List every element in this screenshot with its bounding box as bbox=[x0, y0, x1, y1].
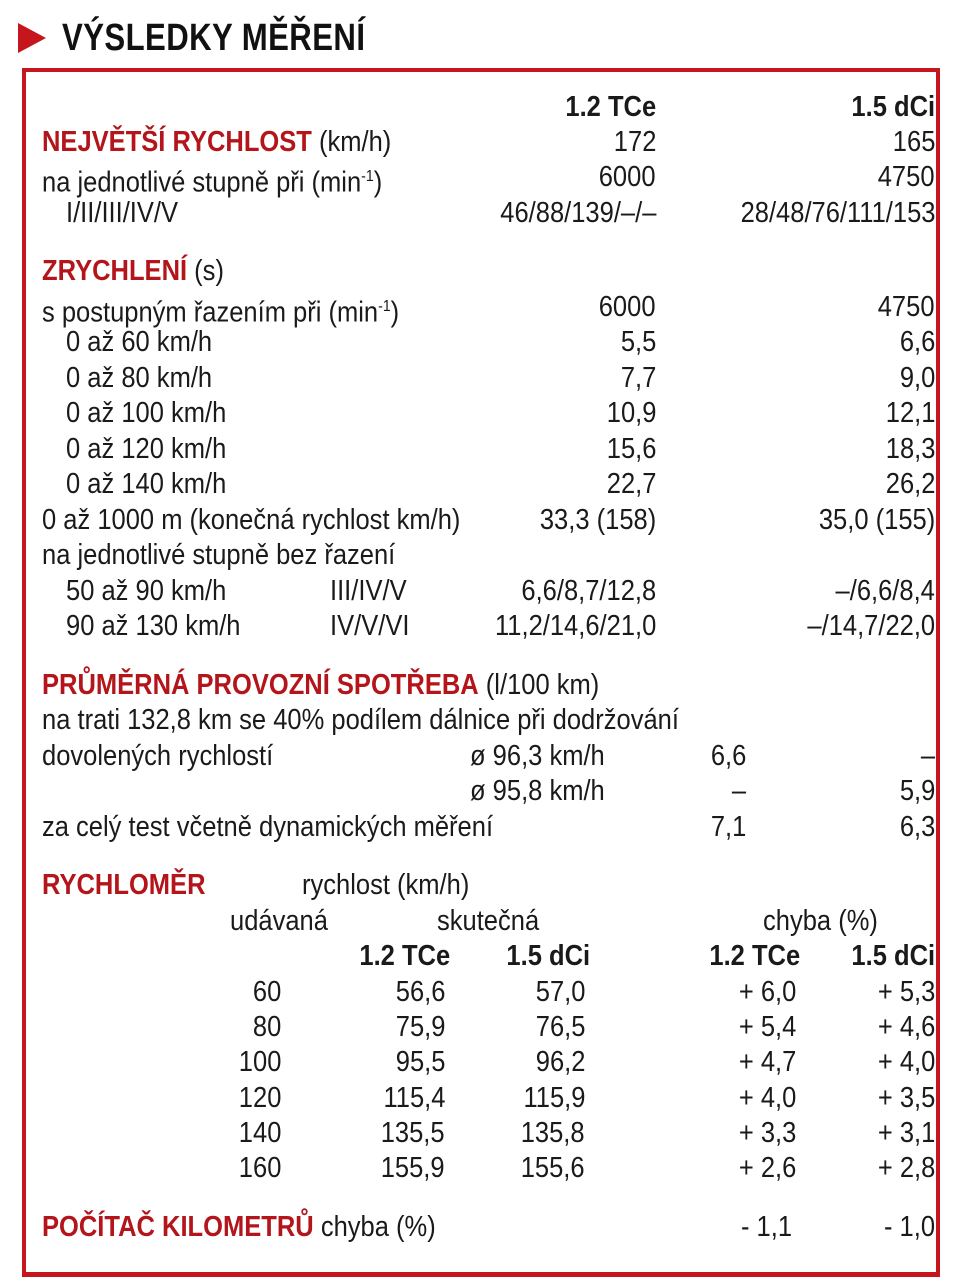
speedo-ea: + 4,7 bbox=[738, 1046, 796, 1078]
consumption-a: – bbox=[731, 775, 746, 807]
speedo-ind: 80 bbox=[252, 1011, 281, 1043]
accel-km-label: 0 až 1000 m (konečná rychlost km/h) bbox=[42, 504, 461, 536]
consumption-section-title: PRŮMĚRNÁ PROVOZNÍ SPOTŘEBA (l/100 km) bbox=[42, 669, 600, 701]
speed-gears-b: 28/48/76/111/153 bbox=[740, 197, 935, 229]
accel-row-label: 0 až 120 km/h bbox=[66, 433, 227, 465]
accel-km-b: 35,0 (155) bbox=[818, 504, 935, 536]
accel-row-label: 0 až 140 km/h bbox=[66, 468, 227, 500]
header bbox=[18, 8, 432, 68]
speedo-eb: + 3,1 bbox=[877, 1117, 935, 1149]
consumption-total-label: za celý test včetně dynamických měření bbox=[42, 811, 494, 843]
elastic-row-b: –/6,6/8,4 bbox=[835, 575, 935, 607]
speedo-eb: + 3,5 bbox=[877, 1082, 935, 1114]
consumption-total-a: 7,1 bbox=[710, 811, 746, 843]
speedo-ind: 160 bbox=[238, 1152, 281, 1184]
speed-value-a: 172 bbox=[613, 126, 656, 158]
speedo-b: 135,8 bbox=[521, 1117, 585, 1149]
error-header-a: 1.2 TCe bbox=[709, 940, 800, 972]
speedo-b: 96,2 bbox=[535, 1046, 585, 1078]
speed-value-b: 165 bbox=[892, 126, 935, 158]
speedo-b: 115,9 bbox=[523, 1082, 585, 1114]
speedo-b: 76,5 bbox=[535, 1011, 585, 1043]
accel-row-b: 9,0 bbox=[899, 362, 935, 394]
speedometer-section-title: RYCHLOMĚR bbox=[42, 869, 206, 901]
accel-row-b: 6,6 bbox=[899, 326, 935, 358]
accel-rpm-a: 6000 bbox=[599, 291, 656, 323]
elastic-row-gears: III/IV/V bbox=[330, 575, 407, 607]
speedo-eb: + 2,8 bbox=[877, 1152, 935, 1184]
accel-row-b: 18,3 bbox=[885, 433, 935, 465]
speedometer-subtitle: rychlost (km/h) bbox=[302, 869, 470, 901]
accel-km-a: 33,3 (158) bbox=[539, 504, 656, 536]
speed-gears-a: 46/88/139/–/– bbox=[499, 197, 656, 229]
speedo-ind: 60 bbox=[252, 976, 281, 1008]
speedo-a: 135,5 bbox=[381, 1117, 445, 1149]
consumption-line1: na trati 132,8 km se 40% podílem dálnice při dodržování bbox=[42, 704, 679, 736]
accel-row-b: 26,2 bbox=[885, 468, 935, 500]
accel-row-a: 7,7 bbox=[620, 362, 656, 394]
accel-row-b: 12,1 bbox=[885, 397, 935, 429]
accel-row-label: 0 až 100 km/h bbox=[66, 397, 227, 429]
speedo-ind: 140 bbox=[238, 1117, 281, 1149]
consumption-b: 5,9 bbox=[899, 775, 935, 807]
accel-row-a: 10,9 bbox=[606, 397, 656, 429]
accel-row-a: 22,7 bbox=[606, 468, 656, 500]
consumption-total-b: 6,3 bbox=[899, 811, 935, 843]
speed-rpm-label: na jednotlivé stupně při $(\min^{-1})$ bbox=[42, 166, 383, 199]
elastic-row-gears: IV/V/VI bbox=[330, 610, 410, 642]
speedo-ea: + 5,4 bbox=[738, 1011, 796, 1043]
consumption-b: – bbox=[920, 740, 935, 772]
odometer-b: - 1,0 bbox=[883, 1211, 935, 1243]
accel-rpm-b: 4750 bbox=[878, 291, 935, 323]
accel-row-a: 15,6 bbox=[606, 433, 656, 465]
col-header-b: 1.5 dCi bbox=[851, 91, 935, 123]
accel-section-title: ZRYCHLENÍ (s) bbox=[42, 255, 224, 287]
elastic-label: na jednotlivé stupně bez řazení bbox=[42, 539, 396, 571]
speed-rpm-b: 4750 bbox=[878, 161, 935, 193]
consumption-a: 6,6 bbox=[710, 740, 746, 772]
speedo-ea: + 4,0 bbox=[738, 1082, 796, 1114]
speed-rpm-a: 6000 bbox=[599, 161, 656, 193]
speedo-a: 75,9 bbox=[395, 1011, 445, 1043]
error-header-b: 1.5 dCi bbox=[851, 940, 935, 972]
elastic-row-label: 50 až 90 km/h bbox=[66, 575, 227, 607]
triangle-arrow-icon bbox=[18, 23, 46, 53]
speedo-ind: 120 bbox=[238, 1082, 281, 1114]
col-header-a: 1.2 TCe bbox=[565, 91, 656, 123]
odometer-section-title: POČÍTAČ KILOMETRŮ chyba (%) bbox=[42, 1211, 436, 1243]
col-actual: skutečná bbox=[437, 905, 540, 937]
speedo-eb: + 5,3 bbox=[877, 976, 935, 1008]
col-indicated: udávaná bbox=[230, 905, 328, 937]
speedo-eb: + 4,6 bbox=[877, 1011, 935, 1043]
actual-header-a: 1.2 TCe bbox=[359, 940, 450, 972]
accel-row-a: 5,5 bbox=[620, 326, 656, 358]
speedo-ind: 100 bbox=[238, 1046, 281, 1078]
elastic-row-a: 6,6/8,7/12,8 bbox=[521, 575, 656, 607]
speedo-ea: + 2,6 bbox=[738, 1152, 796, 1184]
speedo-a: 95,5 bbox=[395, 1046, 445, 1078]
speedo-a: 115,4 bbox=[383, 1082, 445, 1114]
elastic-row-a: 11,2/14,6/21,0 bbox=[494, 610, 656, 642]
consumption-speed: ø 95,8 km/h bbox=[470, 775, 605, 807]
elastic-row-label: 90 až 130 km/h bbox=[66, 610, 241, 642]
speedo-ea: + 3,3 bbox=[738, 1117, 796, 1149]
odometer-a: - 1,1 bbox=[740, 1211, 792, 1243]
speedo-a: 155,9 bbox=[381, 1152, 445, 1184]
accel-rpm-label: s postupným řazením při $(\min^{-1})$ bbox=[42, 296, 400, 329]
col-error: chyba (%) bbox=[763, 905, 878, 937]
consumption-speed: ø 96,3 km/h bbox=[470, 740, 605, 772]
speed-gears-label: I/II/III/IV/V bbox=[66, 197, 179, 229]
speedo-b: 155,6 bbox=[521, 1152, 585, 1184]
page-title: VÝSLEDKY MĚŘENÍ bbox=[62, 16, 366, 59]
accel-row-label: 0 až 80 km/h bbox=[66, 362, 213, 394]
speed-section-title: NEJVĚTŠÍ RYCHLOST (km/h) bbox=[42, 126, 392, 158]
speedo-ea: + 6,0 bbox=[738, 976, 796, 1008]
actual-header-b: 1.5 dCi bbox=[506, 940, 590, 972]
accel-row-label: 0 až 60 km/h bbox=[66, 326, 213, 358]
speedo-eb: + 4,0 bbox=[877, 1046, 935, 1078]
consumption-line2: dovolených rychlostí bbox=[42, 740, 274, 772]
speedo-b: 57,0 bbox=[535, 976, 585, 1008]
elastic-row-b: –/14,7/22,0 bbox=[807, 610, 935, 642]
speedo-a: 56,6 bbox=[395, 976, 445, 1008]
